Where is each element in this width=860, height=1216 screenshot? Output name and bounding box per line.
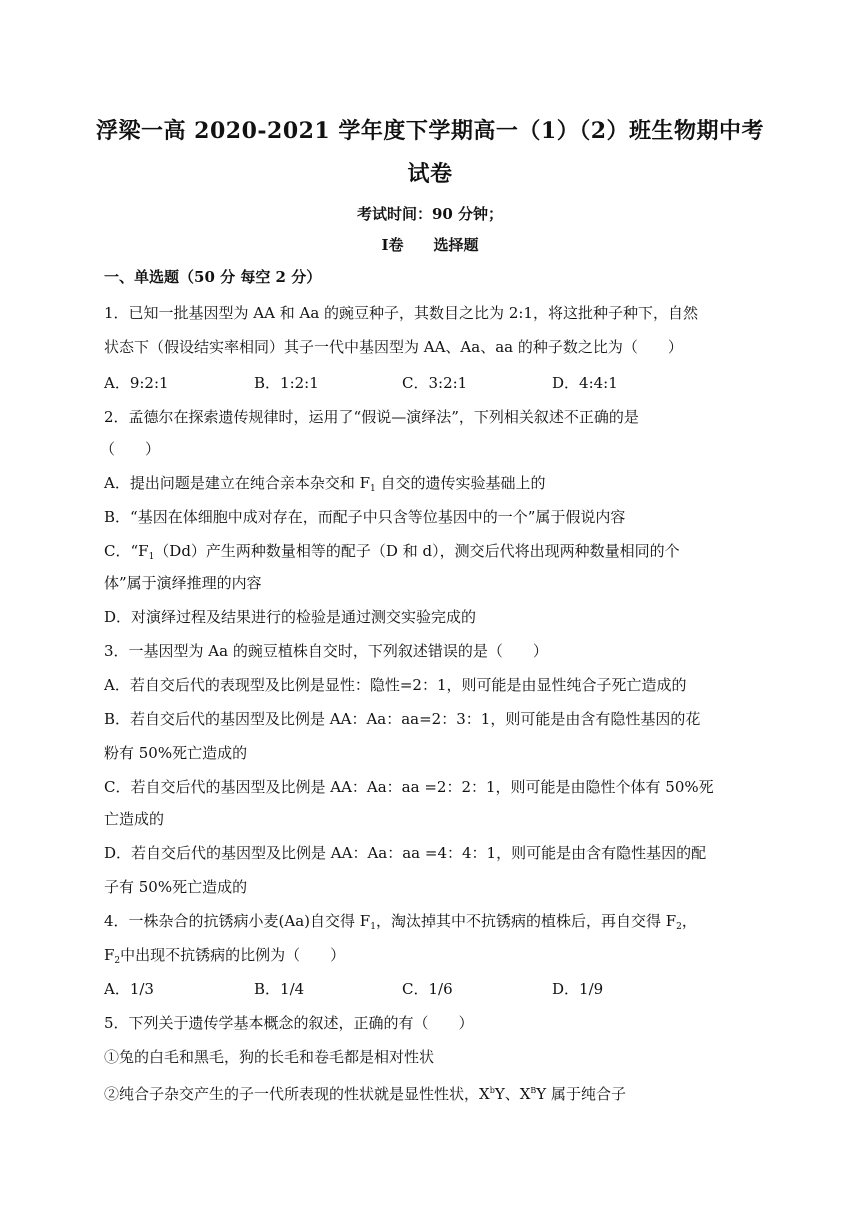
q1-line1: 1．已知一批基因型为 AA 和 Aa 的豌豆种子，其数目之比为 2:1，将这批种子种下，自然 [104, 304, 698, 322]
q2-option-b: B．“基因在体细胞中成对存在，而配子中只含等位基因中的一个”属于假说内容 [104, 508, 626, 526]
q2-line1: 2．孟德尔在探索遗传规律时，运用了“假说—演绎法”，下列相关叙述不正确的是 [104, 408, 639, 426]
q4-option-c: C．1/6 [402, 980, 453, 998]
exam-title-line2: 试卷 [407, 161, 453, 187]
q2-option-d: D．对演绎过程及结果进行的检验是通过测交实验完成的 [104, 608, 477, 626]
q3-option-a: A．若自交后代的表现型及比例是显性：隐性=2：1，则可能是由显性纯合子死亡造成的 [104, 676, 687, 694]
q1-line2: 状态下（假设结实率相同）其子一代中基因型为 AA、Aa、aa 的种子数之比为（ ） [104, 338, 683, 356]
q5-line1: 5．下列关于遗传学基本概念的叙述，正确的有（ ） [104, 1014, 474, 1032]
q4-option-b: B．1/4 [254, 980, 305, 998]
q4-option-a: A．1/3 [104, 980, 154, 998]
q4-option-d: D．1/9 [552, 980, 604, 998]
q1-option-b: B．1:2:1 [254, 374, 319, 392]
q2-option-a: A．提出问题是建立在纯合亲本杂交和 $F_1$ 自交的遗传实验基础上的 [104, 474, 546, 494]
q1-option-a: A．9:2:1 [104, 374, 169, 392]
section-heading: 一、单选题（50 分 每空 2 分） [104, 268, 322, 286]
volume-heading: Ⅰ卷 选择题 [381, 236, 479, 254]
q3-option-d: D．若自交后代的基因型及比例是 AA：Aa：aa =4：4：1，则可能是由含有隐性基因的配 [104, 844, 707, 862]
exam-title-line1: 浮梁一高 2020-2021 学年度下学期高一（1）（2）班生物期中考 [95, 118, 765, 144]
exam-time: 考试时间：90 分钟； [356, 205, 504, 223]
q3-option-d-cont: 子有 50%死亡造成的 [104, 878, 248, 896]
q3-option-c: C．若自交后代的基因型及比例是 AA：Aa：aa =2：2：1，则可能是由隐性个体有 50%死 [104, 778, 714, 796]
q2-line2: （ ） [100, 440, 161, 458]
q5-statement-2: ②纯合子杂交产生的子一代所表现的性状就是显性性状，$X^bY$、$X^BY$ 属于纯合子 [104, 1085, 626, 1103]
q3-line1: 3．一基因型为 Aa 的豌豆植株自交时，下列叙述错误的是（ ） [104, 642, 548, 660]
q3-option-b-cont: 粉有 50%死亡造成的 [104, 744, 248, 762]
q2-option-c: C．“$F_1(Dd)$产生两种数量相等的配子（D 和 d），测交后代将出现两种数量相同的个 [104, 542, 680, 562]
q3-option-b: B．若自交后代的基因型及比例是 AA：Aa：aa=2：3：1，则可能是由含有隐性基因的花 [104, 710, 701, 728]
q1-option-c: C．3:2:1 [402, 374, 468, 392]
q4-line2: $F_2$中出现不抗锈病的比例为（ ） [104, 946, 346, 966]
q1-option-d: D．4:4:1 [552, 374, 618, 392]
q2-option-c-cont: 体”属于演绎推理的内容 [104, 574, 262, 592]
q5-statement-1: ①兔的白毛和黑毛，狗的长毛和卷毛都是相对性状 [104, 1048, 435, 1066]
q4-line1: 4．一株杂合的抗锈病小麦(Aa)自交得 $F_1$，淘汰掉其中不抗锈病的植株后，再自交得 $F_2$， [104, 912, 697, 932]
q3-option-c-cont: 亡造成的 [104, 810, 165, 828]
